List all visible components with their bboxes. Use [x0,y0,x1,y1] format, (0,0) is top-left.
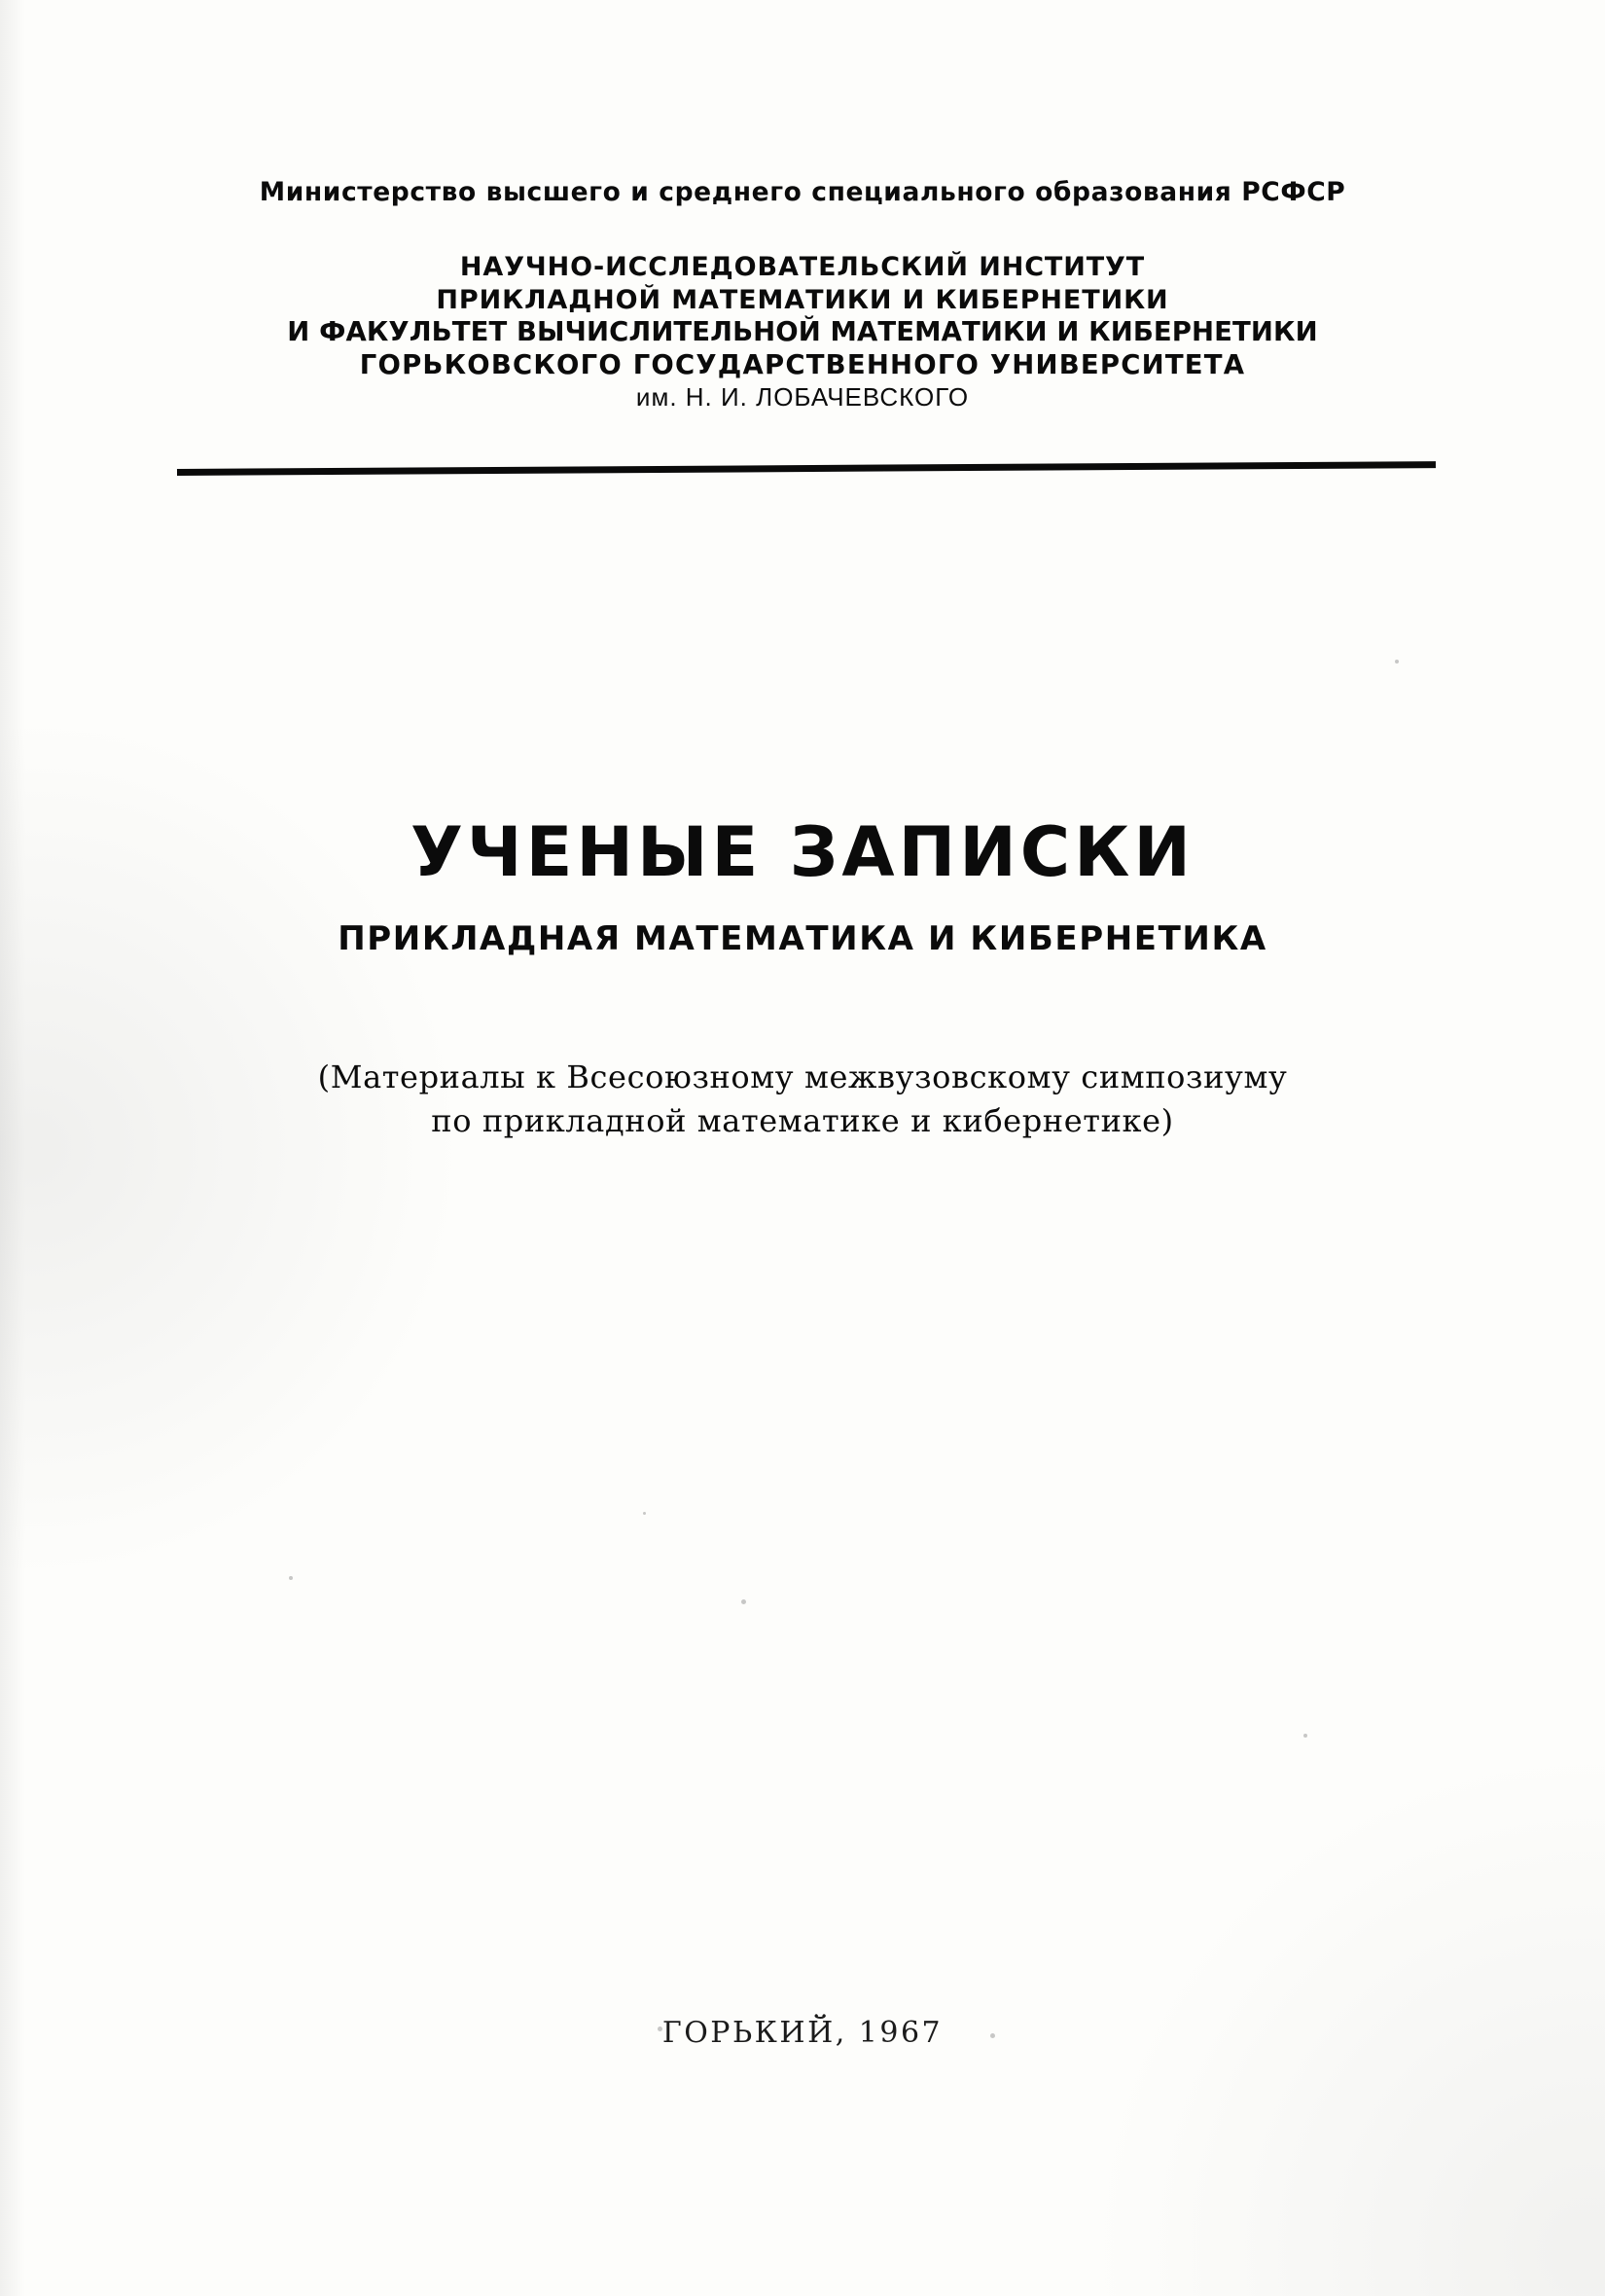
page-subtitle: ПРИКЛАДНАЯ МАТЕМАТИКА И КИБЕРНЕТИКА [338,919,1267,958]
scan-speck [658,2027,662,2031]
scan-speck [289,1576,293,1580]
symposium-note-line-2: по прикладной математике и кибернетике) [431,1102,1174,1139]
institute-line-3: И ФАКУЛЬТЕТ ВЫЧИСЛИТЕЛЬНОЙ МАТЕМАТИКИ И КИБЕРНЕТИКИ [287,316,1318,347]
page-title: УЧЕНЫЕ ЗАПИСКИ [410,812,1195,892]
scan-speck [990,2033,995,2038]
imprint-city-year: ГОРЬКИЙ, 1967 [661,2016,944,2050]
institute-line-2: ПРИКЛАДНОЙ МАТЕМАТИКИ И КИБЕРНЕТИКИ [436,284,1169,315]
institute-block [0,251,1605,414]
scan-speck [643,1512,646,1515]
scan-speck [1395,660,1399,664]
scan-speck [741,1599,746,1604]
institute-line-4: ГОРЬКОВСКОГО ГОСУДАРСТВЕННОГО УНИВЕРСИТЕТА [359,348,1246,380]
institute-line-1: НАУЧНО-ИССЛЕДОВАТЕЛЬСКИЙ ИНСТИТУТ [459,252,1146,282]
scan-speck [1303,1734,1307,1738]
horizontal-rule-divider [177,461,1436,476]
symposium-note-line-1: (Материалы к Всесоюзному межвузовскому симпозиуму [317,1058,1288,1095]
symposium-note [0,1056,1605,1143]
institute-line-5: им. Н. И. ЛОБАЧЕВСКОГО [635,382,970,412]
ministry-line: Министерство высшего и среднего специального образования РСФСР [259,177,1346,207]
